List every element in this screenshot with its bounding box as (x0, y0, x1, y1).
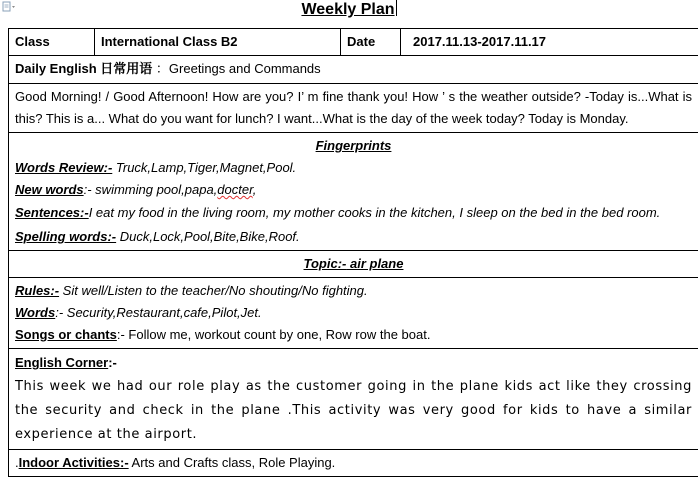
spelling-line (15, 226, 692, 248)
text-cursor (396, 0, 397, 16)
topic-heading-row (9, 251, 698, 278)
date-label: Date (341, 29, 401, 56)
rules-value: Sit well/Listen to the teacher/No shouting/No fighting. (59, 283, 368, 298)
page-title[interactable] (0, 0, 698, 22)
topic-words-line (15, 302, 692, 324)
new-words-line (15, 179, 692, 201)
new-words-value-b: , (252, 182, 257, 197)
sentences-value: I eat my food in the living room, my mother cooks in the kitchen, I sleep on the bed in the bed room. (88, 205, 661, 220)
fingerprints-row (9, 133, 698, 251)
rules-label: Rules:- (15, 283, 60, 298)
english-corner-heading (15, 351, 692, 375)
sentences-label: Sentences:- (15, 205, 89, 220)
songs-line (15, 324, 692, 346)
daily-english-label: Daily English (15, 61, 97, 76)
fingerprints-heading: Fingerprints (315, 138, 392, 153)
new-words-value-a: :- swimming pool,papa, (83, 182, 218, 197)
topic-heading-value: air plane (346, 256, 404, 271)
new-words-misspelled: docter (217, 182, 253, 197)
words-review-value: Truck,Lamp,Tiger,Magnet,Pool. (112, 160, 297, 175)
english-corner-label-suffix: :- (108, 355, 117, 370)
words-review-line (15, 157, 692, 179)
daily-english-separator: ： (155, 61, 169, 76)
english-corner-label: English Corner (15, 355, 109, 370)
words-review-label: Words Review:- (15, 160, 113, 175)
indoor-activities-row (9, 450, 698, 477)
topic-heading-label: Topic:- (303, 256, 347, 271)
weekly-plan-table (8, 28, 698, 477)
topic-words-label: Words (15, 305, 56, 320)
daily-english-text-row (9, 84, 698, 133)
date-value: 2017.11.13-2017.11.17 (401, 29, 698, 56)
daily-english-row (9, 56, 698, 84)
daily-english-value: Greetings and Commands (168, 61, 321, 76)
indoor-prefix: . (15, 455, 19, 470)
new-words-label: New words (15, 182, 84, 197)
spelling-label: Spelling words:- (15, 229, 117, 244)
topic-row (9, 278, 698, 349)
class-value: International Class B2 (95, 29, 341, 56)
sentences-line (15, 201, 692, 224)
indoor-label: Indoor Activities:- (18, 455, 129, 470)
topic-words-value: :- Security,Restaurant,cafe,Pilot,Jet. (55, 305, 262, 320)
indoor-value: Arts and Crafts class, Role Playing. (128, 455, 336, 470)
songs-label: Songs or chants (15, 327, 117, 342)
daily-english-text: Good Morning! / Good Afternoon! How are you? I’ m fine thank you! How ’ s the weather outside? -Today is...What is this? This is a... What do you want for lunch? I want...What is the day of the week today? Today is Monday. (15, 89, 692, 126)
rules-line (15, 280, 692, 302)
header-row (9, 29, 698, 56)
english-corner-row (9, 349, 698, 450)
english-corner-text: This week we had our role play as the customer going in the plane kids act like they crossing the security and check in the plane .This activity was very good for kids to have a similar experience at the airport. (15, 379, 692, 442)
page-title-text: Weekly Plan (301, 1, 395, 18)
daily-english-label-cn: 日常用语 (100, 62, 153, 77)
songs-value: :- Follow me, workout count by one, Row row the boat. (116, 327, 431, 342)
spelling-value: Duck,Lock,Pool,Bite,Bike,Roof. (116, 229, 300, 244)
class-label: Class (9, 29, 95, 56)
